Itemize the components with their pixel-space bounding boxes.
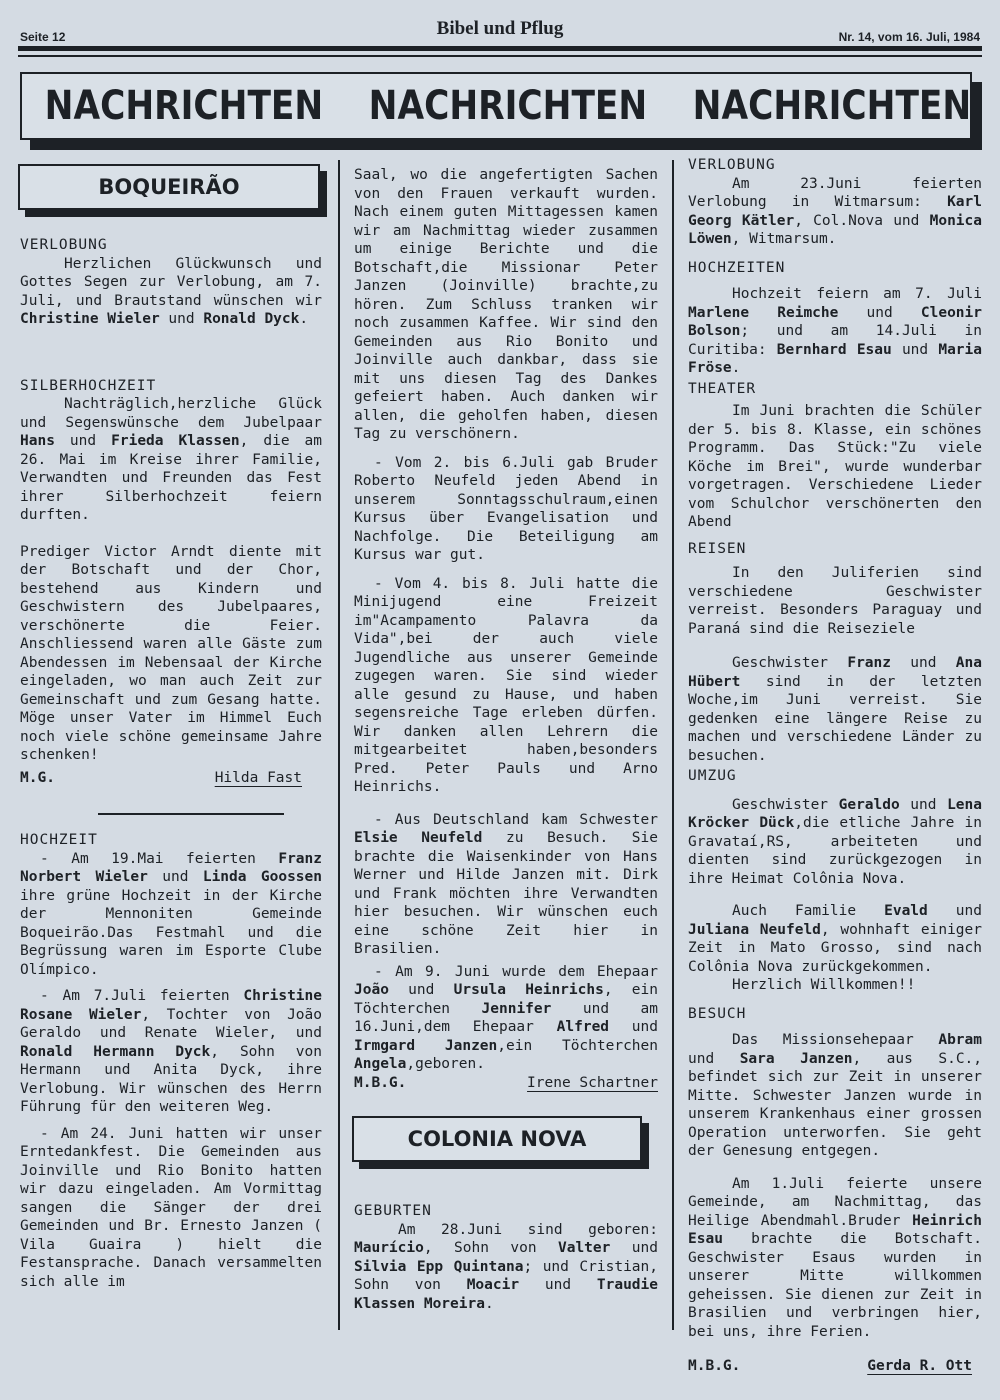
header-rule-thin <box>18 55 982 57</box>
reisen-heading: REISEN <box>688 540 747 557</box>
signature-initials: M.B.G. <box>688 1358 741 1374</box>
silberhochzeit-heading: SILBERHOCHZEIT <box>20 377 157 394</box>
column-1 <box>20 236 322 1291</box>
header-rule <box>18 46 982 51</box>
article-text: Saal, wo die angefertigten Sachen von den Frauen verkauft wurden. Nach einem guten Mittagessen kamen wir am Nachmittag wieder zusammen um einige Berichte und die Botschaft,die Missionar Peter Janzen (Joinville) brachte,zu hören. Zum Schluss tranken wir noch zusammen Kaffee. Wir sind den Gemeinden aus Rio Bonito und Joinville auch dankbar, dass sie mit uns diesen Tag des Dankes gefeiert haben. Auch danken wir allen, die geholfen haben, diesen Tag zu verschönern. <box>354 167 658 442</box>
umzug-text: Geschwister Geraldo und Lena Kröcker Dück,die etliche Jahre in Gravataí,RS, arbeiteten und dienten sind zurückgezogen in ihre Heimat Colônia Nova. <box>688 796 982 887</box>
section-banner <box>20 72 972 140</box>
article-text: - Aus Deutschland kam Schwester Elsie Neufeld zu Besuch. Sie brachte die Waisenkinder von Hans Werner und Hilde Janzen mit. Dirk und Frank möchten ihre Verwandten hier besuchen. Wir wünschen euch eine schöne Zeit hier in Brasilien. <box>354 811 658 957</box>
verlobung-text: Am 23.Juni feierten Verlobung in Witmarsum: Karl Georg Kätler, Col.Nova und Monica Löwen, Witmarsum. <box>688 175 982 247</box>
hochzeit-heading: HOCHZEIT <box>20 832 98 848</box>
article-text: - Am 9. Juni wurde dem Ehepaar João und Ursula Heinrichs, ein Töchterchen Jennifer und am 16.Juni,dem Ehepaar Alfred und Irmgard Janzen,ein Töchterchen Angela,geboren. <box>354 963 659 1072</box>
signature-name: Irene Schartner <box>527 1074 658 1091</box>
colonia-nova-heading: COLONIA NOVA <box>352 1116 642 1162</box>
besuch-text: Das Missionsehepaar Abram und Sara Janzen, aus S.C., befindet sich zur Zeit in unserer Mitte. Schwester Janzen wurde in unserem Krankenhaus einer grossen Operation unterworfen. Sie geht der Genesung entgegen. <box>688 1032 983 1159</box>
column-divider <box>338 160 340 1330</box>
banner-word: NACHRICHTEN <box>44 83 324 129</box>
theater-heading: THEATER <box>688 380 757 397</box>
banner-word: NACHRICHTEN <box>692 83 971 129</box>
besuch-heading: BESUCH <box>688 1005 747 1022</box>
verlobung-text: Herzlichen Glückwunsch und Gottes Segen zur Verlobung, am 7. Juli, und Brautstand wünschen wir Christine Wieler und Ronald Dyck. <box>20 255 322 327</box>
besuch-text: Am 1.Juli feierte unsere Gemeinde, am Nachmittag, das Heilige Abendmahl.Bruder Heinrich Esau brachte die Botschaft. Geschwister Esaus wurden in unserer Mitte willkommen geheissen. Sie dienen zur Zeit in Brasilien und verbringen hier, bei uns, ihre Ferien. <box>688 1175 982 1340</box>
newspaper-title: Bibel und Pflug <box>436 18 564 39</box>
column-divider <box>672 160 674 1330</box>
hochzeiten-heading: HOCHZEITEN <box>688 259 786 276</box>
signature-name: Hilda Fast <box>214 769 302 786</box>
hochzeit-item: - Am 19.Mai feierten Franz Norbert Wieler und Linda Goossen ihre grüne Hochzeit in der Kirche der Mennoniten Gemeinde Boqueirão.Das Festmahl und die Begrüssung waren im Esporte Clube Olímpico. <box>20 850 322 978</box>
boqueirao-heading: BOQUEIRÃO <box>18 164 320 210</box>
silberhochzeit-text: Nachträglich,herzliche Glück und Segenswünsche dem Jubelpaar Hans und Frieda Klassen, die am 26. Mai im Kreise ihrer Familie, Verwandten und Freunden das Fest ihrer Silberhochzeit feiern durften. <box>20 396 323 523</box>
signature <box>354 1074 658 1093</box>
umzug-greeting: Herzlich Willkommen!! <box>732 977 916 993</box>
hochzeit-item: - Am 24. Juni hatten wir unser Erntedankfest. Die Gemeinden aus Joinville und Rio Bonito hatten wir dazu eingeladen. Am Vormittag sangen die Sänger der drei Gemeinden und Br. Ernesto Janzen ( Vila Guaira ) hielt die Festansprache. Danach versammelten sich alle im <box>20 1125 322 1290</box>
reisen-text: Geschwister Franz und Ana Hübert sind in der letzten Woche,im Juni verreist. Sie gedenken eine längere Reise zu machen und verschiedene Länder zu besuchen. <box>688 655 982 764</box>
column-2 <box>354 166 658 1092</box>
theater-text: Im Juni brachten die Schüler der 5. bis 8. Klasse, ein schönes Programm. Das Stück:"Zu viele Köche im Brei", wurde wunderbar vorgetragen. Verschiedene Lieder vom Schulchor verschönerten den Abend <box>688 403 982 530</box>
umzug-text: Auch Familie Evald und Juliana Neufeld, wohnhaft einiger Zeit in Mato Grosso, sind nach Colônia Nova zurückgekommen. <box>688 903 982 975</box>
umzug-heading: UMZUG <box>688 768 737 784</box>
verlobung-heading: VERLOBUNG <box>20 237 108 253</box>
verlobung-heading: VERLOBUNG <box>688 157 776 173</box>
reisen-text: In den Juliferien sind verschiedene Geschwister verreist. Besonders Paraguay und Paraná sind die Reiseziele <box>688 565 982 637</box>
hochzeiten-text: Hochzeit feiern am 7. Juli Marlene Reimche und Cleonir Bolson; und am 14.Juli in Curitiba: Bernhard Esau und Maria Fröse. <box>688 286 982 376</box>
signature-initials: M.B.G. <box>354 1074 407 1091</box>
article-text: - Vom 2. bis 6.Juli gab Bruder Roberto Neufeld jeden Abend in unserem Sonntagsschulraum,einen Kursus über Evangelisation und Nachfolge. Die Beteiligung am Kursus war gut. <box>354 454 658 563</box>
silberhochzeit-text-2: Prediger Victor Arndt diente mit der Botschaft und der Chor, bestehend aus Kindern und Geschwistern des Jubelpaares, verschönerte die Feier. Anschliessend waren alle Gäste zum Abendessen im Nebensaal der Kirche eingeladen, wo man auch Zeit zur Gemeinschaft und zum Gesang hatte. Möge unser Vater im Himmel Euch noch viele schöne gemeinsame Jahre schenken! <box>20 543 322 763</box>
section-rule <box>98 813 284 815</box>
article-text: - Vom 4. bis 8. Juli hatte die Minijugend eine Freizeit im"Acampamento Palavra da Vida",bei der auch viele Jugendliche aus unserer Gemeinde zugegen waren. Sie sind wieder alle gesund zu Hause, und haben segensreiche Tage erleben dürfen. Wir danken allen Lehrern die mitgearbeitet haben,besonders Pred. Peter Pauls und Arno Heinrichs. <box>354 575 658 795</box>
banner-word: NACHRICHTEN <box>368 83 648 129</box>
column-3 <box>688 156 982 1376</box>
signature <box>20 769 322 788</box>
signature-initials: M.G. <box>20 769 55 786</box>
signature <box>688 1357 982 1376</box>
signature-name: Gerda R. Ott <box>867 1358 972 1374</box>
page-number: Seite 12 <box>20 30 66 44</box>
column-2-lower <box>354 1202 658 1313</box>
hochzeit-item: - Am 7.Juli feierten Christine Rosane Wieler, Tochter von João Geraldo und Renate Wieler, und Ronald Hermann Dyck, Sohn von Hermann und Anita Dyck, ihre Verlobung. Wir wünschen des Herrn Führung für den weiteren Weg. <box>20 988 322 1115</box>
geburten-heading: GEBURTEN <box>354 1203 432 1219</box>
geburten-text: Am 28.Juni sind geboren: Maurício, Sohn von Valter und Silvia Epp Quintana; und Cristian, Sohn von Moacir und Traudie Klassen Moreira. <box>354 1221 658 1312</box>
issue-date: Nr. 14, vom 16. Juli, 1984 <box>838 30 980 44</box>
